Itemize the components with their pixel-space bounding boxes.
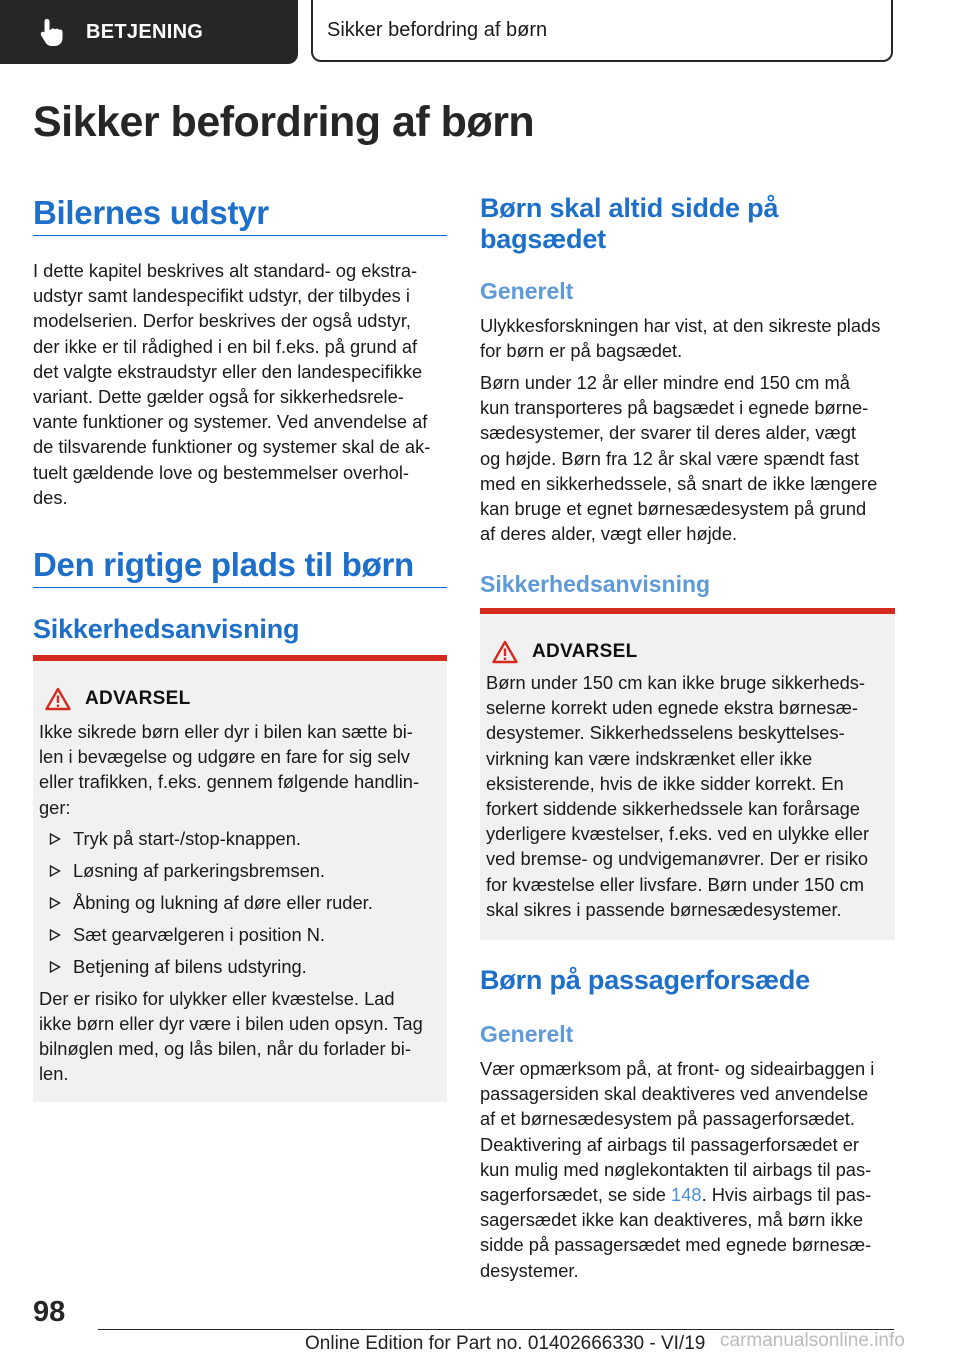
warning-title: ADVARSEL [85,688,191,709]
bagsaede-heading [480,193,895,255]
generelt-heading-2: Generelt [480,1021,574,1047]
heading-line: bagsædet [480,224,606,254]
list-item-text: Betjening af bilens udstyring. [73,955,307,977]
topic-tab-label: Sikker befordring af børn [327,18,548,41]
line: de tilsvarende funktioner og systemer skal de ak- [33,436,431,458]
line: modelserien. Derfor beskrives der også udstyr, [33,310,411,332]
generelt-heading-1: Generelt [480,278,574,304]
warning-triangle-icon [492,640,518,664]
line: sædesystemer, der svarer til deres alder, vægt [480,422,856,444]
line: des. [33,486,68,508]
line: udstyr samt landespecifikt udstyr, der tilbydes i [33,285,410,307]
topic-tab[interactable] [311,0,893,62]
line: ved bremse- og undvigemanøvrer. Der er risiko [486,848,869,870]
hand-pointer-icon [38,17,66,47]
heading-line: Børn skal altid sidde på [480,193,779,223]
bullet-triangle-icon [49,961,61,973]
list-item-text: Åbning og lukning af døre eller ruder. [73,891,373,913]
line: sagersædet ikke kan deaktiveres, må børn ikke [480,1209,864,1231]
list-item-text: Løsning af parkeringsbremsen. [73,859,326,881]
line: af deres alder, vægt eller højde. [480,523,738,545]
line: len. [39,1063,69,1085]
page-title: Sikker befordring af børn [33,98,535,146]
line: yderligere kvæstelser, f.eks. ved en ulykke eller [486,823,870,845]
sikkerhed-heading-left: Sikkerhedsanvisning [33,614,300,644]
list-item-text: Tryk på start-/stop-knappen. [73,827,301,849]
line: desystemer. Sikkerhedsselens beskyttelses- [486,722,845,744]
watermark: carmanualsonline.info [720,1330,905,1351]
list-item [39,922,437,947]
bullet-triangle-icon [49,865,61,877]
line: bilnøglen med, og lås bilen, når du forlader bi- [39,1038,411,1060]
line: desystemer. [480,1259,579,1281]
generelt1-paragraph-1 [480,313,895,363]
line: variant. Dette gælder også for sikkerhedsrele- [33,386,404,408]
line: I dette kapitel beskrives alt standard- og ekstra- [33,260,418,281]
list-item [39,858,437,883]
line: Børn under 150 cm kan ikke bruge sikkerheds- [486,672,866,693]
bilernes-heading: Bilernes udstyr [33,194,269,231]
line: len i bevægelse og udgøre en fare for sig selv [39,746,410,768]
list-item [39,890,437,915]
rigtige-heading: Den rigtige plads til børn [33,546,414,583]
generelt2-paragraph [480,1056,895,1283]
line: kun mulig med nøglekontakten til airbags til pas- [480,1158,872,1180]
line: forkert siddende sikkerhedssele kan forårsage [486,798,860,820]
line: tuelt gældende love og bestemmelser overhol- [33,461,409,483]
generelt1-paragraph-2 [480,370,895,546]
bullet-triangle-icon [49,833,61,845]
line: eksisterende, hvis de ikke sidder korrekt. En [486,772,844,794]
warning-box-left [33,655,447,1102]
list-item [39,954,437,979]
warning-header [492,640,885,664]
sikkerhed-heading-right: Sikkerhedsanvisning [480,571,711,597]
list-item-text: Sæt gearvælgeren i position N. [73,923,326,945]
section-heading-bilernes [33,194,447,236]
line: selerne korrekt uden egnede ekstra børnesæ- [486,697,858,719]
line: ger: [39,796,71,818]
bullet-triangle-icon [49,897,61,909]
warning-box-right [480,608,895,940]
line: eller trafikken, f.eks. gennem følgende handlin- [39,771,420,793]
passager-heading: Børn på passagerforsæde [480,965,810,995]
action-list [39,826,437,979]
line: og højde. Børn fra 12 år skal være spændt fast [480,447,859,469]
line-with-link [480,1182,895,1207]
list-item [39,826,437,851]
line: virkning kan være indskrænket eller ikke [486,747,813,769]
warning-header [45,687,437,711]
edition-text: Online Edition for Part no. 01402666330 - VI/19 [305,1333,706,1354]
section-heading-rigtige [33,546,447,588]
line: kun transporteres på bagsædet i egnede børne- [480,397,869,419]
line: skal sikres i passende børnesædesystemer. [486,898,842,920]
line: passagersiden skal deaktiveres ved anvendelse [480,1083,869,1105]
text: . Hvis airbags til pas- [701,1184,872,1206]
line: ikke børn eller dyr være i bilen uden opsyn. Tag [39,1013,423,1035]
line: med en sikkerhedssele, så snart de ikke længere [480,472,878,494]
line: der ikke er til rådighed i en bil f.eks. på grund af [33,335,418,357]
line: for børn er på bagsædet. [480,340,683,362]
section-tab-label: BETJENING [86,20,204,43]
bilernes-paragraph [33,258,447,510]
line: Børn under 12 år eller mindre end 150 cm må [480,372,850,393]
line: Deaktivering af airbags til passagerforsædet er [480,1133,860,1155]
line: af et børnesædesystem på passagerforsædet. [480,1108,855,1130]
line: Vær opmærksom på, at front- og sideairbaggen i [480,1058,875,1079]
bullet-triangle-icon [49,929,61,941]
line: kan bruge et egnet børnesædesystem på grund [480,498,867,520]
line: sidde på passagersædet med egnede børnesæ- [480,1234,872,1256]
warning-triangle-icon [45,687,71,711]
line: Ulykkesforskningen har vist, at den sikreste plads [480,315,881,336]
warning-title: ADVARSEL [532,641,638,662]
page-link-148[interactable]: 148 [671,1184,702,1206]
section-tab[interactable] [0,0,298,64]
page-number: 98 [33,1296,66,1328]
line: det valgte ekstraudstyr eller den landespecifikke [33,360,423,382]
line: Der er risiko for ulykker eller kvæstelse. Lad [39,987,395,1009]
line: vante funktioner og systemer. Ved anvendelse af [33,411,428,433]
line: for kvæstelse eller livsfare. Børn under 150 cm [486,873,864,895]
line: Ikke sikrede børn eller dyr i bilen kan sætte bi- [39,721,413,742]
text: sagerforsædet, se side [480,1184,672,1206]
